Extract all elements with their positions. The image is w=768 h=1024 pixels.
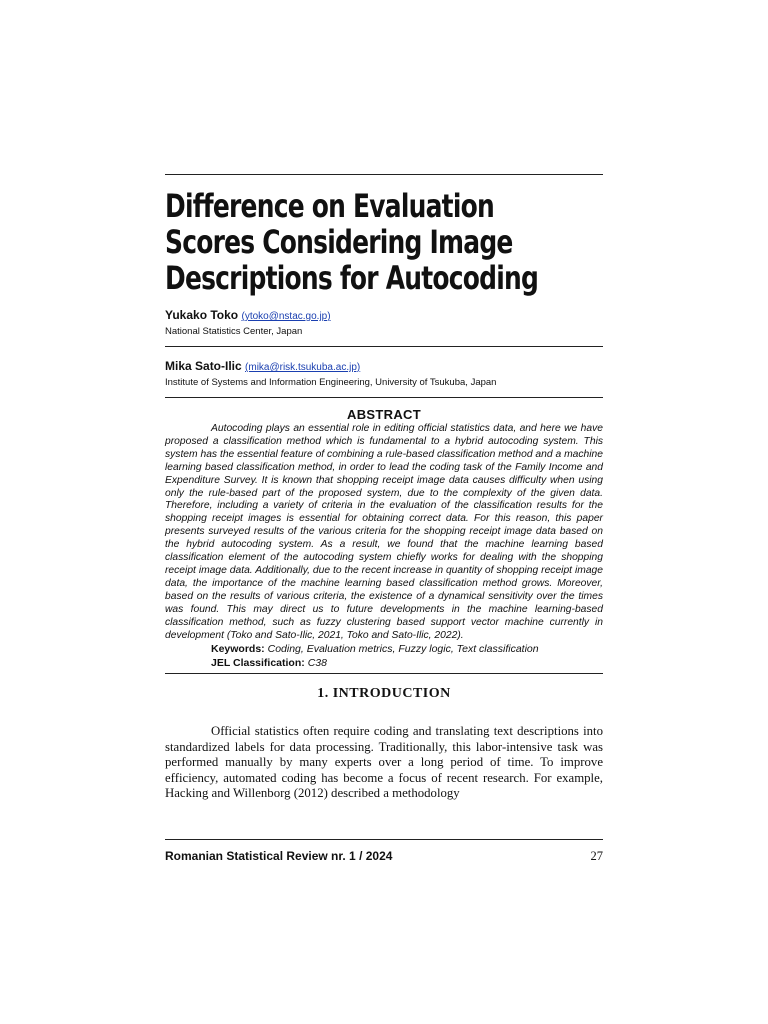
title-line: Scores Considering Image bbox=[165, 223, 513, 261]
jel-label: JEL Classification: bbox=[211, 657, 305, 670]
footer-journal: Romanian Statistical Review nr. 1 / 2024 bbox=[165, 849, 393, 863]
author-block-1 bbox=[165, 308, 603, 338]
title-line: Difference on Evaluation bbox=[165, 187, 494, 225]
keywords-label: Keywords: bbox=[211, 643, 265, 656]
author-name: Mika Sato-Ilic bbox=[165, 359, 242, 373]
intro-paragraph: Official statistics often require coding and translating text descriptions into standardized labels for data processing. Traditionally, this labor-intensive task was performed manually by many experts over a long period of time. To improve efficiency, automated coding has become a focus of recent research. For example, Hacking and Willenborg (2012) described a methodology bbox=[165, 724, 603, 801]
jel-line bbox=[165, 656, 603, 670]
author-divider bbox=[165, 346, 603, 347]
jel-value: C38 bbox=[307, 657, 327, 670]
keywords-line bbox=[165, 642, 603, 656]
top-rule bbox=[165, 174, 603, 175]
paper-page bbox=[165, 174, 603, 802]
abstract-heading: ABSTRACT bbox=[347, 407, 421, 422]
page-number: 27 bbox=[590, 849, 603, 863]
author-email-link[interactable]: (mika@risk.tsukuba.ac.jp) bbox=[245, 362, 361, 373]
author-affiliation: National Statistics Center, Japan bbox=[165, 326, 303, 337]
abstract-text: Autocoding plays an essential role in editing official statistics data, and here we have proposed a classification method which is fundamental to a hybrid autocoding system. This system has the essential feature of combining a rule-based classification method and a machine learning based classification method, in order to lead the coding task of the Family Income and Expenditure Survey. It is known that shopping receipt image data causes difficulty when using only the rule-based part of the proposed system, due to the complexity of the given data. Therefore, including a variety of criteria in the evaluation of the classification results for the shopping receipt images is essential for obtaining correct data. For this reason, this paper presents surveyed results of the various criteria for the shopping receipt image data based on the hybrid autocoding system. As a result, we found that the machine learning based classification element of the autocoding system chiefly works for dealing with the shopping receipt image data. Additionally, due to the recent increase in quantity of shopping receipt image data, the importance of the machine learning based classification method grows. Moreover, based on the results of various criteria, the existence of a dynamical sensitivity over the times was found. This may direct us to future developments in the machine learning-based classification method, such as fuzzy clustering based support vector machine currently in development (Toko and Sato-Ilic, 2021, Toko and Sato-Ilic, 2022). bbox=[165, 423, 603, 641]
author-affiliation: Institute of Systems and Information Engineering, University of Tsukuba, Japan bbox=[165, 377, 497, 388]
author-name: Yukako Toko bbox=[165, 308, 239, 322]
section-heading: 1. INTRODUCTION bbox=[317, 686, 451, 702]
title-line: Descriptions for Autocoding bbox=[165, 259, 539, 297]
author-email-link[interactable]: (ytoko@nstac.go.jp) bbox=[241, 311, 331, 322]
abstract-divider bbox=[165, 673, 603, 674]
author-divider bbox=[165, 397, 603, 398]
author-block-2 bbox=[165, 359, 603, 389]
paper-title bbox=[165, 188, 602, 296]
page-footer bbox=[165, 839, 603, 864]
keywords-value: Coding, Evaluation metrics, Fuzzy logic, Text classification bbox=[267, 643, 539, 656]
